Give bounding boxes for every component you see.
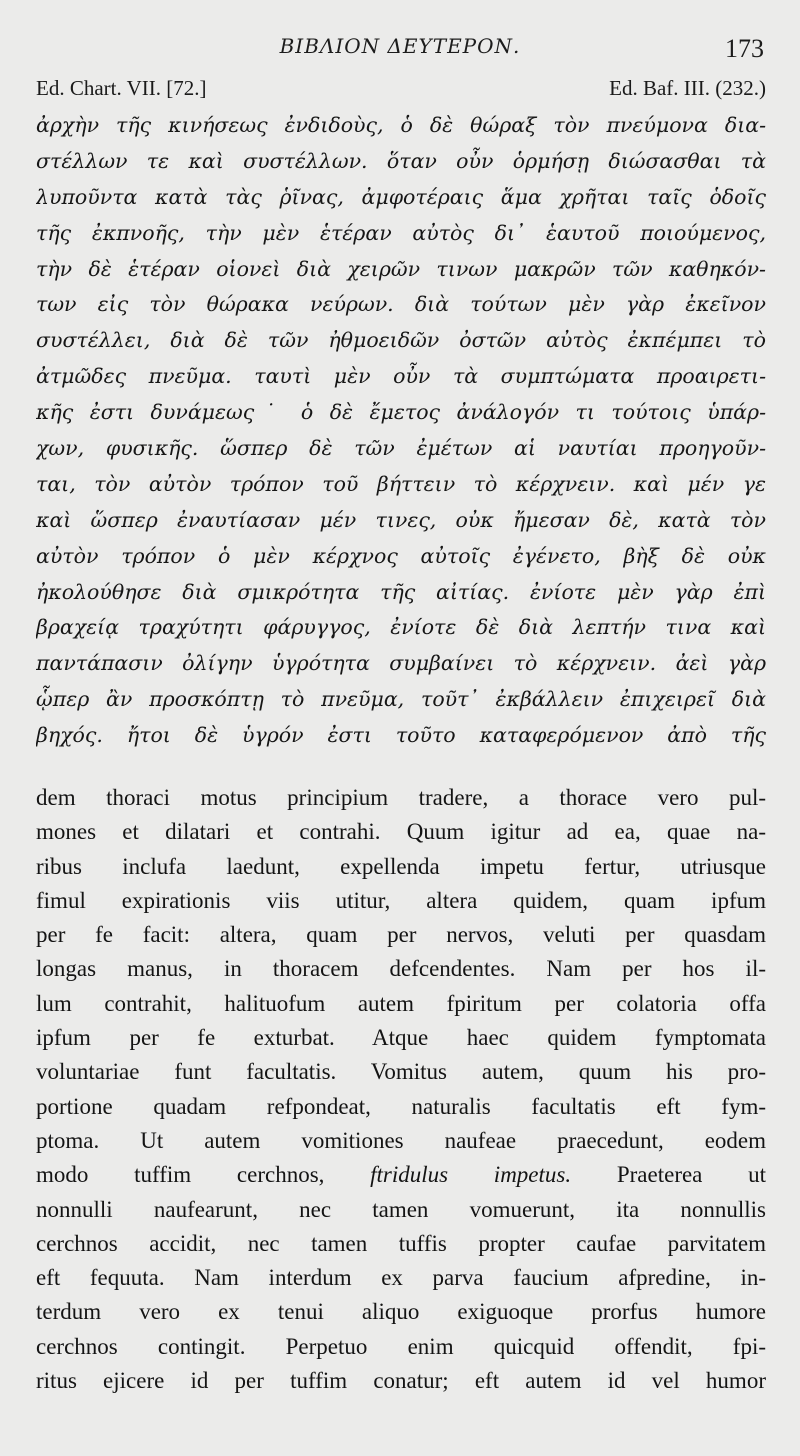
- latin-text-segment: Praeterea ut: [571, 1162, 766, 1188]
- greek-text-line: ἠκολούθησε διὰ σμικρότητα τῆς αἰτίας. ἐνίοτε μὲν γὰρ ἐπὶ: [36, 579, 766, 604]
- latin-text-block: [36, 781, 766, 1398]
- greek-text-line: ται, τὸν αὐτὸν τρόπον τοῦ βήττειν τὸ κέρχνειν. καὶ μέν γε: [36, 471, 766, 496]
- running-head: [0, 28, 800, 64]
- greek-text-line: ἀτμῶδες πνεῦμα. ταυτὶ μὲν οὖν τὰ συμπτώματα προαιρετι-: [36, 364, 766, 389]
- latin-text-line: lum contrahit, halituofum autem fpiritum per colatoria offa: [36, 990, 766, 1016]
- greek-text-line: τῆς ἐκπνοῆς, τὴν μὲν ἑτέραν αὐτὸς δι᾽ ἑαυτοῦ ποιούμενος,: [36, 220, 766, 245]
- latin-text-line: eft fequuta. Nam interdum ex parva faucium afpredine, in-: [36, 1265, 766, 1291]
- latin-italic-gloss: ftridulus impetus.: [370, 1162, 572, 1188]
- latin-text-line: ribus inclufa laedunt, expellenda impetu fertur, utriusque: [36, 853, 766, 879]
- latin-text-line: fimul expirationis viis utitur, altera quidem, quam ipfum: [36, 887, 766, 913]
- greek-text-line: ᾧπερ ἂν προσκόπτῃ τὸ πνεῦμα, τοῦτ᾽ ἐκβάλλειν ἐπιχειρεῖ διὰ: [36, 687, 766, 712]
- edition-chartier: Ed. Chart. VII. [72.]: [36, 76, 207, 100]
- greek-text-line: βραχείᾳ τραχύτητι φάρυγγος, ἐνίοτε δὲ διὰ λεπτήν τινα καὶ: [36, 615, 766, 640]
- greek-text-line: βηχός. ἤτοι δὲ ὑγρόν ἐστι τοῦτο καταφερόμενον ἀπὸ τῆς: [36, 723, 766, 748]
- latin-text-line: [36, 1158, 766, 1192]
- greek-text-block: [36, 108, 766, 754]
- greek-text-line: κῆς ἐστι δυνάμεως˙ ὁ δὲ ἔμετος ἀνάλογόν τι τούτοις ὑπάρ-: [36, 400, 766, 425]
- latin-text-line: per fe facit: altera, quam per nervos, veluti per quasdam: [36, 922, 766, 948]
- running-title: ΒΙΒΛΙΟΝ ΔΕΥΤΕΡΟΝ.: [279, 34, 521, 58]
- latin-text-line: voluntariae funt facultatis. Vomitus autem, quum his pro-: [36, 1059, 766, 1085]
- latin-text-line: mones et dilatari et contrahi. Quum igitur ad ea, quae na-: [36, 819, 766, 845]
- latin-text-line: terdum vero ex tenui aliquo exiguoque prorfus humore: [36, 1299, 766, 1325]
- latin-text-line: cerchnos contingit. Perpetuo enim quicquid offendit, fpi-: [36, 1333, 766, 1359]
- latin-text-line: dem thoraci motus principium tradere, a thorace vero pul-: [36, 785, 766, 810]
- latin-text-line: cerchnos accidit, nec tamen tuffis propter caufae parvitatem: [36, 1230, 766, 1256]
- greek-text-line: τὴν δὲ ἑτέραν οἱονεὶ διὰ χειρῶν τινων μακρῶν τῶν καθηκόν-: [36, 256, 766, 281]
- latin-text-line: longas manus, in thoracem defcendentes. Nam per hos il-: [36, 956, 766, 982]
- edition-basel: Ed. Baf. III. (232.): [609, 76, 766, 100]
- greek-text-line: συστέλλει, διὰ δὲ τῶν ἠθμοειδῶν ὀστῶν αὐτὸς ἐκπέμπει τὸ: [36, 328, 766, 353]
- edition-line: [36, 76, 766, 106]
- greek-text-line: αὐτὸν τρόπον ὁ μὲν κέρχνος αὐτοῖς ἐγένετο, βὴξ δὲ οὐκ: [36, 543, 766, 568]
- latin-text-line: ipfum per fe exturbat. Atque haec quidem fymptomata: [36, 1025, 766, 1051]
- latin-text-line: nonnulli naufearunt, nec tamen vomuerunt, ita nonnullis: [36, 1196, 766, 1222]
- greek-text-line: λυποῦντα κατὰ τὰς ῥῖνας, ἀμφοτέραις ἅμα χρῆται ταῖς ὁδοῖς: [36, 184, 766, 209]
- latin-text-line: ptoma. Ut autem vomitiones naufeae praecedunt, eodem: [36, 1127, 766, 1153]
- greek-text-line: στέλλων τε καὶ συστέλλων. ὅταν οὖν ὁρμήσῃ διώσασθαι τὰ: [36, 148, 766, 173]
- greek-text-line: χων, φυσικῆς. ὥσπερ δὲ τῶν ἐμέτων αἱ ναυτίαι προηγοῦν-: [36, 436, 766, 461]
- latin-text-line: portione quadam refpondeat, naturalis facultatis eft fym-: [36, 1093, 766, 1119]
- latin-text-line: ritus ejicere id per tuffim conatur; eft autem id vel humor: [36, 1368, 766, 1394]
- greek-text-line: ἀρχὴν τῆς κινήσεως ἐνδιδοὺς, ὁ δὲ θώραξ τὸν πνεύμονα δια-: [36, 113, 766, 137]
- greek-text-line: των εἰς τὸν θώρακα νεύρων. διὰ τούτων μὲν γὰρ ἐκεῖνον: [36, 292, 766, 317]
- greek-text-line: καὶ ὥσπερ ἐναυτίασαν μέν τινες, οὐκ ἤμεσαν δὲ, κατὰ τὸν: [36, 507, 766, 532]
- greek-text-line: παντάπασιν ὀλίγην ὑγρότητα συμβαίνει τὸ κέρχνειν. ἀεὶ γὰρ: [36, 651, 766, 676]
- latin-text-segment: modo tuffim cerchnos,: [36, 1162, 371, 1188]
- page-number: 173: [725, 34, 764, 63]
